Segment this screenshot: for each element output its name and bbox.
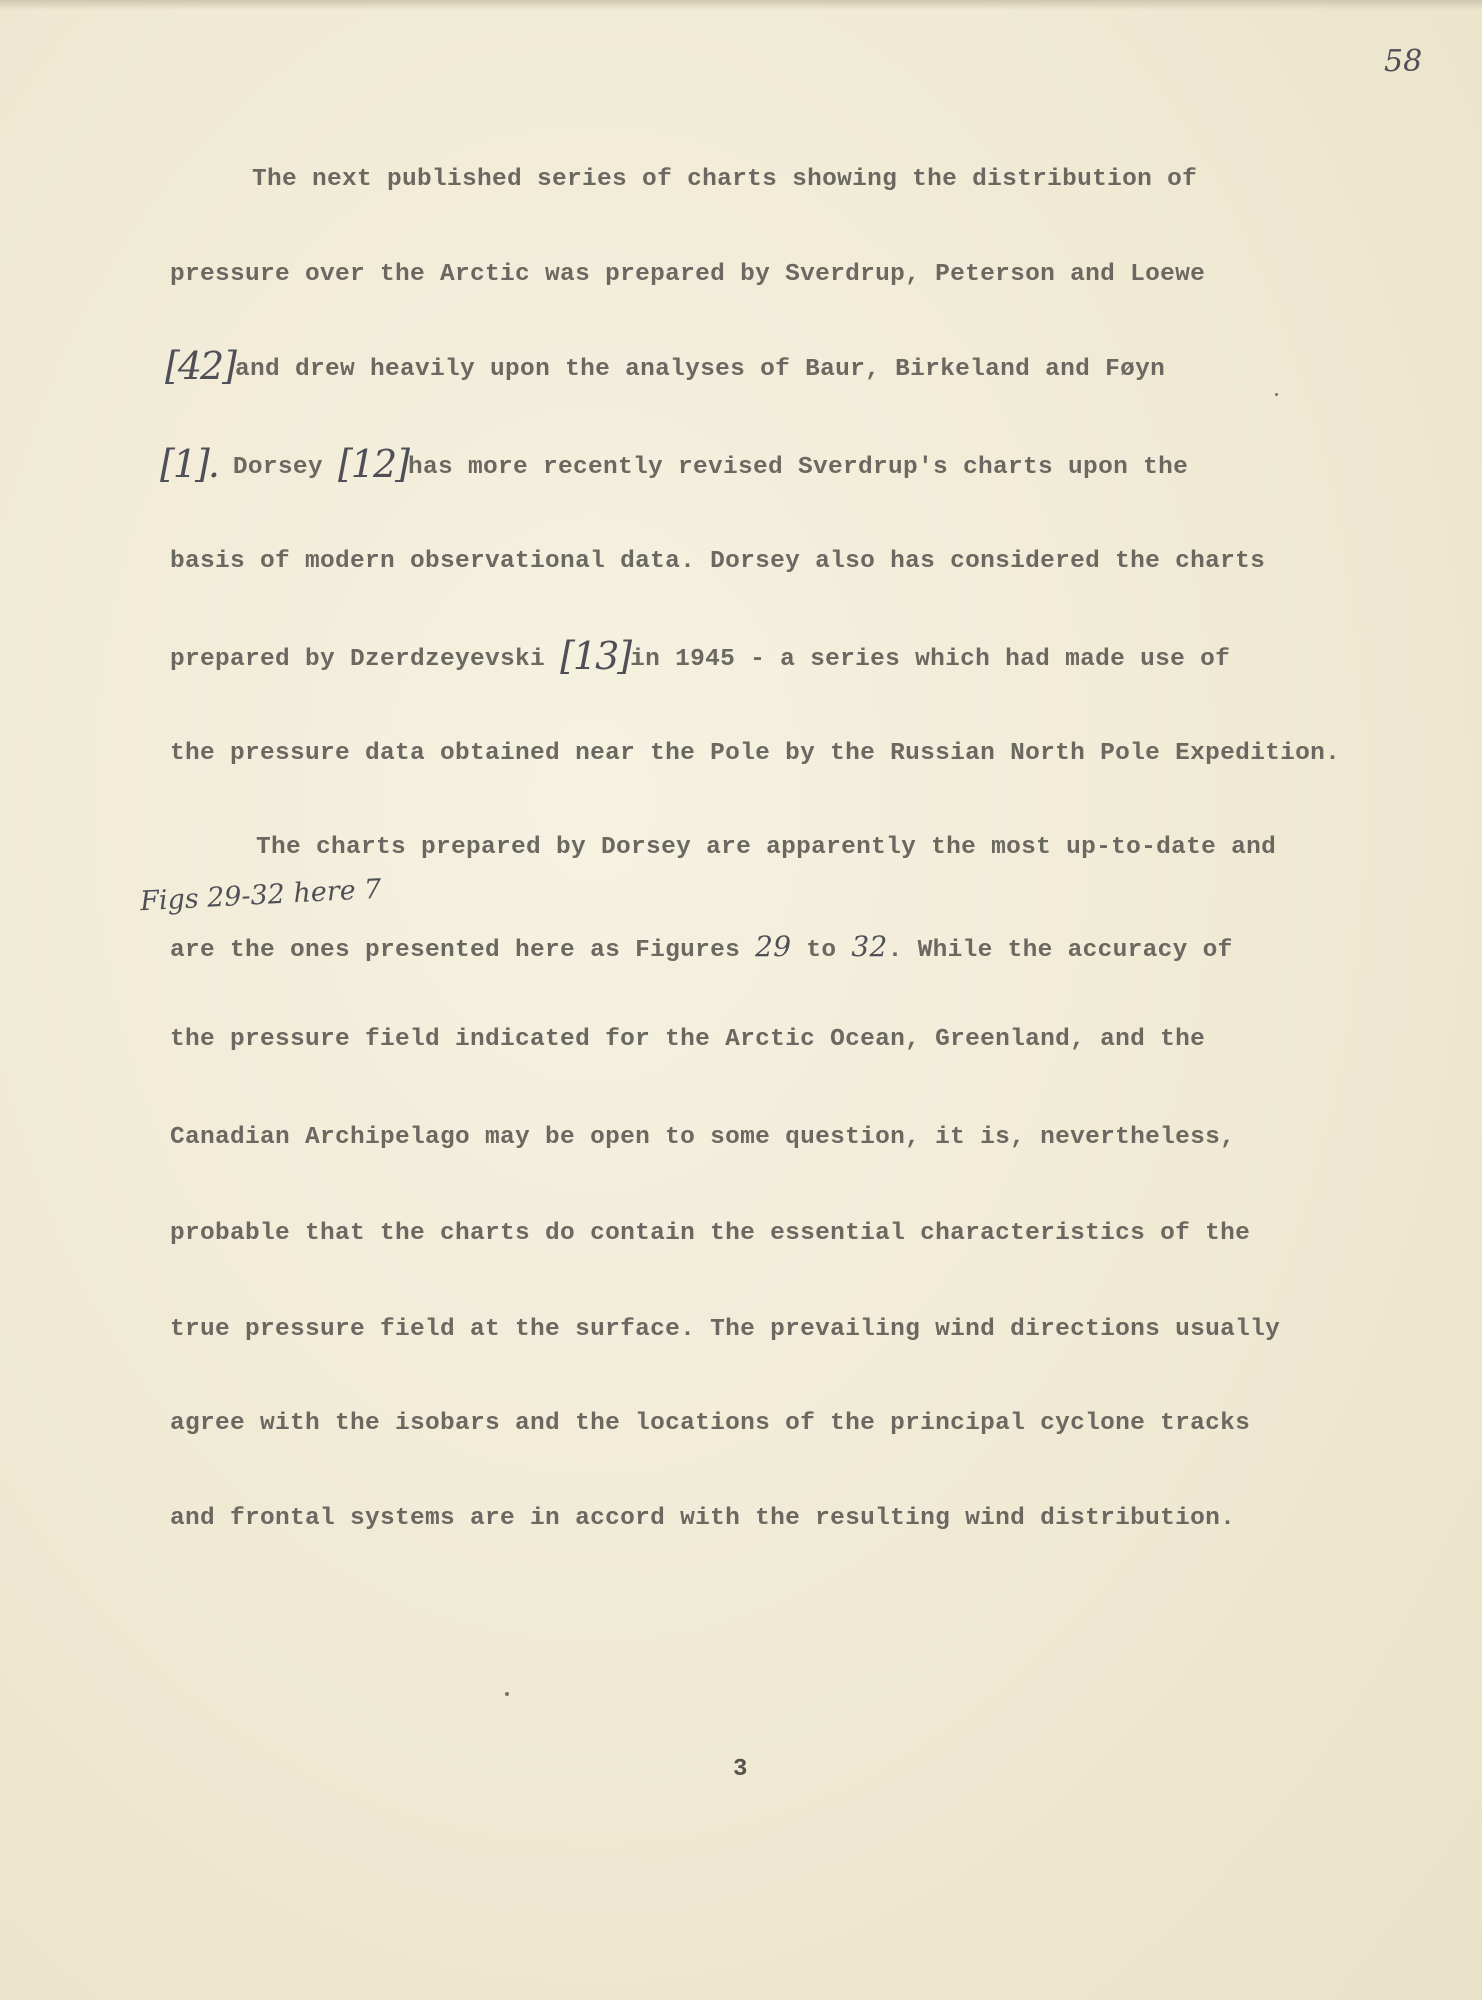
- figure-29: 29: [755, 930, 792, 963]
- citation-1: [1].: [160, 442, 218, 486]
- page-top-edge: [0, 0, 1482, 10]
- p2-line-6: true pressure field at the surface. The prevailing wind directions usually: [170, 1316, 1281, 1343]
- p2-line-2: [170, 930, 1410, 964]
- p2-line-2-a: are the ones presented here as Figures: [170, 937, 756, 964]
- handwritten-margin-note: Figs 29-32 here 7: [139, 873, 383, 918]
- p1-line-1: The next published series of charts showing the distribution of: [252, 166, 1198, 193]
- p1-line-5: basis of modern observational data. Dorsey also has considered the charts: [170, 548, 1266, 575]
- p2-line-7: agree with the isobars and the locations of the principal cyclone tracks: [170, 1410, 1251, 1437]
- p1-line-2: pressure over the Arctic was prepared by Sverdrup, Peterson and Loewe: [170, 261, 1206, 288]
- citation-42: [42]: [165, 344, 236, 388]
- p1-line-3: [165, 340, 1405, 388]
- figure-32: 32: [851, 930, 888, 963]
- p2-line-2-c: . While the accuracy of: [887, 937, 1233, 964]
- paper-speck: [1275, 393, 1278, 396]
- p1-line-6: [170, 630, 1410, 678]
- citation-12: [12]: [337, 442, 408, 486]
- p1-line-7: the pressure data obtained near the Pole by the Russian North Pole Expedition.: [170, 740, 1341, 767]
- p1-line-4-b: has more recently revised Sverdrup's charts upon the: [407, 454, 1189, 481]
- p1-line-4: [160, 438, 1400, 486]
- p2-line-8: and frontal systems are in accord with the resulting wind distribution.: [170, 1505, 1236, 1532]
- p1-line-6-b: in 1945 - a series which had made use of: [630, 646, 1231, 673]
- p1-line-6-a: prepared by Dzerdzeyevski: [170, 646, 561, 673]
- p2-line-5: probable that the charts do contain the essential characteristics of the: [170, 1220, 1251, 1247]
- p2-line-1: The charts prepared by Dorsey are apparently the most up-to-date and: [256, 834, 1277, 861]
- p2-line-4: Canadian Archipelago may be open to some question, it is, nevertheless,: [170, 1124, 1236, 1151]
- p1-line-3-text: and drew heavily upon the analyses of Baur, Birkeland and Føyn: [235, 356, 1166, 383]
- citation-13: [13]: [560, 634, 631, 678]
- paper-speck: [505, 1692, 509, 1696]
- p2-line-3: the pressure field indicated for the Arctic Ocean, Greenland, and the: [170, 1026, 1206, 1053]
- p2-line-2-b: to: [791, 937, 852, 964]
- handwritten-page-number: 58: [1384, 44, 1423, 79]
- typed-page-number: 3: [733, 1756, 748, 1783]
- p1-line-4-a: Dorsey: [217, 454, 338, 481]
